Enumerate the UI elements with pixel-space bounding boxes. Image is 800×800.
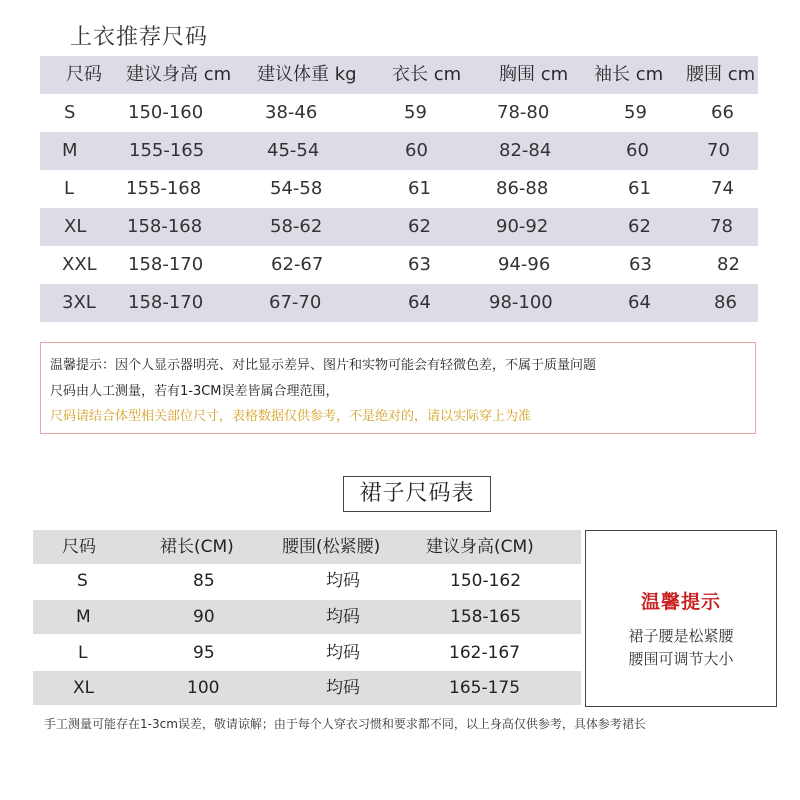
table-row xyxy=(33,564,581,598)
cell-waist: 均码 xyxy=(326,607,360,627)
tip-box xyxy=(585,530,777,707)
cell-size: XL xyxy=(64,216,87,237)
cell-size: L xyxy=(64,178,75,199)
cell-length: 64 xyxy=(408,292,431,313)
cell-height: 150-162 xyxy=(450,571,522,591)
cell-length: 85 xyxy=(193,571,215,591)
tip-title: 温馨提示 xyxy=(640,591,721,613)
cell-waist: 82 xyxy=(717,254,740,275)
cell-height: 155-168 xyxy=(126,178,202,199)
cell-length: 63 xyxy=(408,254,431,275)
cell-waist: 均码 xyxy=(326,571,360,591)
cell-weight: 45-54 xyxy=(267,140,320,161)
tip-line: 裙子腰是松紧腰 xyxy=(628,627,734,645)
notice-box xyxy=(40,342,756,434)
cell-length: 95 xyxy=(193,643,215,663)
cell-height: 155-165 xyxy=(129,140,205,161)
cell-chest: 82-84 xyxy=(499,140,552,161)
header-cell: 胸围 cm xyxy=(499,64,569,85)
cell-waist: 均码 xyxy=(326,643,360,663)
cell-chest: 94-96 xyxy=(498,254,551,275)
table-row xyxy=(33,636,581,670)
cell-size: L xyxy=(78,643,88,663)
cell-size: 3XL xyxy=(62,292,96,313)
header-cell: 腰围 cm xyxy=(686,64,756,85)
cell-height: 158-170 xyxy=(128,292,204,313)
header-cell: 袖长 cm xyxy=(594,64,664,85)
cell-weight: 38-46 xyxy=(265,102,318,123)
cell-length: 59 xyxy=(404,102,427,123)
table-row xyxy=(33,671,581,705)
top-table-title: 上衣推荐尺码 xyxy=(70,25,209,50)
cell-waist: 78 xyxy=(710,216,733,237)
header-cell: 建议身高 cm xyxy=(126,64,232,85)
header-cell: 腰围(松紧腰) xyxy=(282,537,381,557)
table-row xyxy=(40,208,758,246)
cell-weight: 67-70 xyxy=(269,292,322,313)
header-cell: 建议身高(CM) xyxy=(426,537,534,557)
header-cell: 建议体重 kg xyxy=(257,64,357,85)
cell-chest: 90-92 xyxy=(496,216,549,237)
cell-chest: 86-88 xyxy=(496,178,549,199)
cell-waist: 86 xyxy=(714,292,737,313)
table-row xyxy=(40,284,758,322)
notice-line: 尺码由人工测量，若有1-3CM误差皆属合理范围， xyxy=(50,384,339,399)
tip-line: 腰围可调节大小 xyxy=(628,650,734,668)
cell-weight: 54-58 xyxy=(270,178,323,199)
notice-highlight-line: 尺码请结合体型相关部位尺寸，表格数据仅供参考，不是绝对的，请以实际穿上为准 xyxy=(50,409,532,424)
cell-weight: 62-67 xyxy=(271,254,324,275)
cell-height: 162-167 xyxy=(449,643,521,663)
table-row xyxy=(33,600,581,634)
cell-size: XL xyxy=(73,678,95,698)
table-row xyxy=(40,94,758,132)
cell-waist: 均码 xyxy=(326,678,360,698)
cell-length: 62 xyxy=(408,216,431,237)
cell-size: XXL xyxy=(62,254,97,275)
notice-line: 温馨提示：因个人显示器明亮、对比显示差异、图片和实物可能会有轻微色差，不属于质量问题 xyxy=(50,358,597,373)
cell-length: 100 xyxy=(187,678,220,698)
header-cell: 裙长(CM) xyxy=(160,537,234,557)
cell-sleeve: 64 xyxy=(628,292,651,313)
cell-length: 61 xyxy=(408,178,431,199)
header-cell: 衣长 cm xyxy=(392,64,462,85)
cell-height: 158-170 xyxy=(128,254,204,275)
cell-size: M xyxy=(76,607,91,627)
cell-sleeve: 63 xyxy=(629,254,652,275)
table-row xyxy=(40,170,758,208)
cell-size: S xyxy=(64,102,76,123)
cell-sleeve: 60 xyxy=(626,140,649,161)
header-cell: 尺码 xyxy=(62,537,96,557)
cell-height: 158-168 xyxy=(127,216,203,237)
table-row xyxy=(40,246,758,284)
top-table-header xyxy=(40,56,758,94)
cell-size: S xyxy=(77,571,88,591)
cell-chest: 98-100 xyxy=(489,292,553,313)
cell-length: 60 xyxy=(405,140,428,161)
cell-length: 90 xyxy=(193,607,215,627)
cell-waist: 70 xyxy=(707,140,730,161)
cell-height: 150-160 xyxy=(128,102,204,123)
cell-sleeve: 61 xyxy=(628,178,651,199)
cell-waist: 66 xyxy=(711,102,734,123)
cell-size: M xyxy=(62,140,78,161)
cell-waist: 74 xyxy=(711,178,734,199)
table-row xyxy=(40,132,758,170)
skirt-table-title: 裙子尺码表 xyxy=(343,476,491,512)
header-cell: 尺码 xyxy=(66,64,102,85)
cell-height: 165-175 xyxy=(449,678,521,698)
footnote: 手工测量可能存在1-3cm误差，敬请谅解；由于每个人穿衣习惯和要求都不同，以上身高仅供参考，具体参考裙长 xyxy=(44,717,646,731)
cell-height: 158-165 xyxy=(450,607,522,627)
skirt-table-header xyxy=(33,530,581,564)
cell-sleeve: 62 xyxy=(628,216,651,237)
cell-chest: 78-80 xyxy=(497,102,550,123)
cell-sleeve: 59 xyxy=(624,102,647,123)
cell-weight: 58-62 xyxy=(270,216,323,237)
